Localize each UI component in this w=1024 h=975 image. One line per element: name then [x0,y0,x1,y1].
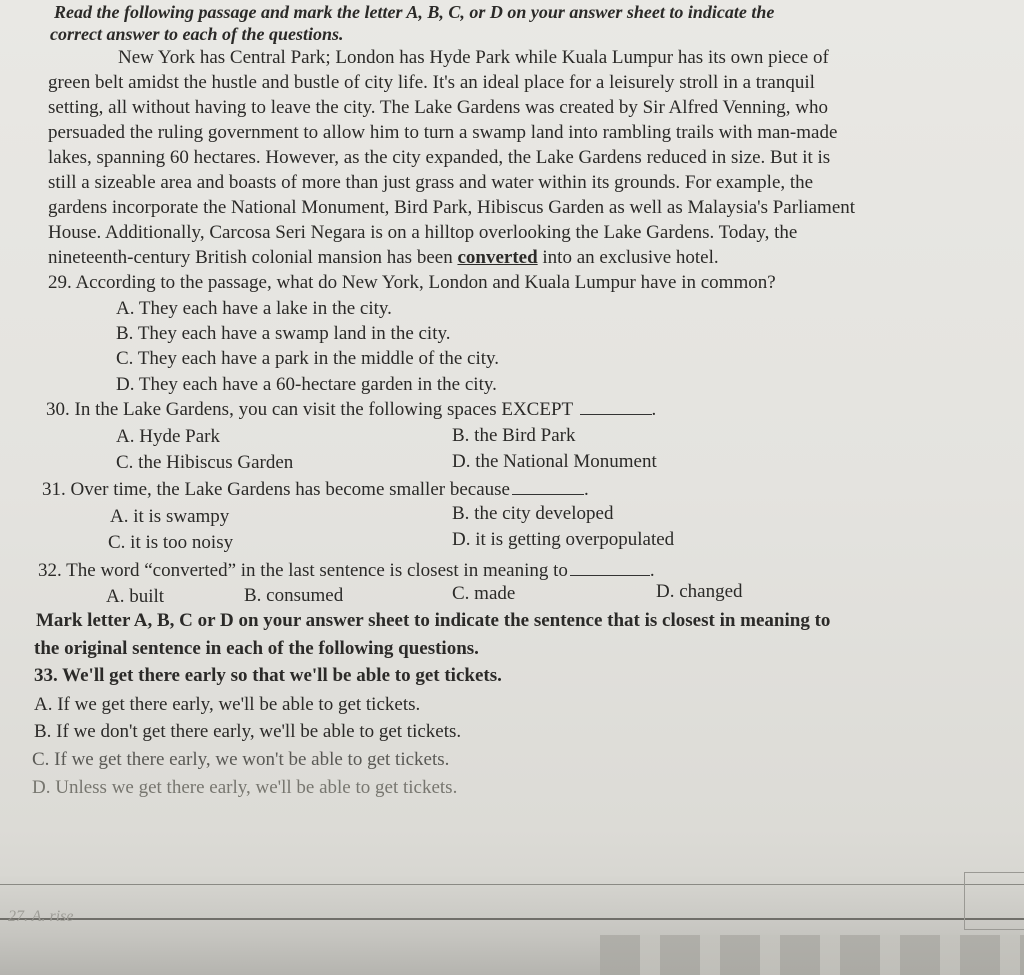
q32-option-d: D. changed [656,581,743,602]
background-strip [600,935,1024,975]
q31-end: . [583,479,589,500]
footer-faint-text: 27. A. rise [8,908,74,925]
question-32-stem [38,559,655,583]
question-31-stem [42,478,589,502]
answer-blank [580,398,652,415]
question-29-stem: 29. According to the passage, what do New York, London and Kuala Lumpur have in common? [48,272,776,293]
question-30-stem [46,398,656,422]
q30-text: 30. In the Lake Gardens, you can visit the following spaces EXCEPT [46,399,573,420]
passage-line: green belt amidst the hustle and bustle of city life. It's an ideal place for a leisurely stroll in a tranquil [48,72,815,93]
passage-line: gardens incorporate the National Monument, Bird Park, Hibiscus Garden as well as Malaysia's Parliament [48,197,856,218]
q31-option-c: C. it is too noisy [108,532,234,553]
q32-option-c: C. made [452,583,516,604]
q31-text: 31. Over time, the Lake Gardens has become smaller because [42,479,510,500]
q30-end: . [651,399,657,420]
q32-end: . [649,560,655,581]
underlined-word: converted [457,247,538,268]
q30-option-b: B. the Bird Park [452,425,576,446]
q29-option-c: C. They each have a park in the middle of the city. [116,348,500,369]
q31-option-d: D. it is getting overpopulated [452,529,675,550]
q32-text: 32. The word “converted” in the last sentence is closest in meaning to [38,560,568,581]
q30-option-c: C. the Hibiscus Garden [116,452,294,473]
passage-text: nineteenth-century British colonial mansion has been [48,247,458,268]
passage-line: setting, all without having to leave the city. The Lake Gardens was created by Sir Alfred Venning, who [48,97,829,118]
q33-option-a: A. If we get there early, we'll be able to get tickets. [34,694,421,715]
q29-option-d: D. They each have a 60-hectare garden in the city. [116,374,497,395]
passage-text: into an exclusive hotel. [537,247,719,268]
answer-box-outline [964,872,1024,930]
q33-option-b: B. If we don't get there early, we'll be able to get tickets. [34,721,462,742]
q33-option-d: D. Unless we get there early, we'll be able to get tickets. [32,777,458,798]
q29-option-a: A. They each have a lake in the city. [116,298,392,319]
q32-option-a: A. built [106,586,165,607]
q30-option-a: A. Hyde Park [116,426,220,447]
answer-blank [512,478,584,495]
q33-option-c: C. If we get there early, we won't be able to get tickets. [32,749,450,770]
passage-line: still a sizeable area and boasts of more than just grass and water within its grounds. For example, the [48,172,814,193]
passage-line: lakes, spanning 60 hectares. However, as the city expanded, the Lake Gardens reduced in size. But it is [48,147,831,168]
q30-option-d: D. the National Monument [452,451,657,472]
q31-option-b: B. the city developed [452,503,614,524]
question-33-stem: 33. We'll get there early so that we'll be able to get tickets. [34,665,502,686]
passage-line: House. Additionally, Carcosa Seri Negara is on a hilltop overlooking the Lake Gardens. Today, the [48,222,798,243]
passage-line: persuaded the ruling government to allow him to turn a swamp land into rambling trails with man-made [48,122,838,143]
instruction2-line-2: the original sentence in each of the following questions. [34,638,479,659]
q31-option-a: A. it is swampy [110,506,230,527]
passage-line-last [48,246,719,270]
q32-option-b: B. consumed [244,585,344,606]
answer-blank [570,559,650,576]
instruction-line-1: Read the following passage and mark the letter A, B, C, or D on your answer sheet to indicate the [54,2,775,22]
divider [0,884,1024,885]
divider [0,918,1024,920]
instruction2-line-1: Mark letter A, B, C or D on your answer sheet to indicate the sentence that is closest in meaning to [36,610,831,631]
passage-line: New York has Central Park; London has Hyde Park while Kuala Lumpur has its own piece of [118,47,829,68]
instruction-line-2: correct answer to each of the questions. [50,24,344,44]
q29-option-b: B. They each have a swamp land in the city. [116,323,451,344]
